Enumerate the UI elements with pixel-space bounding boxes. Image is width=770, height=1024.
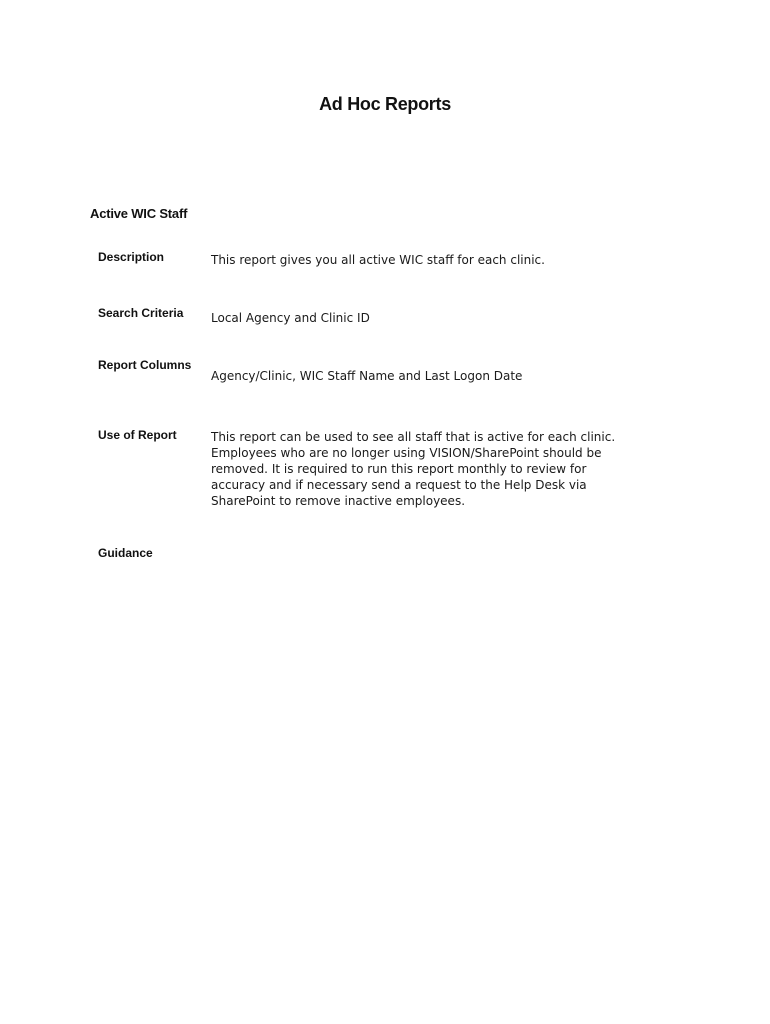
use-of-report-line: removed. It is required to run this report monthly to review for: [211, 462, 587, 476]
use-of-report-line: Employees who are no longer using VISION/SharePoint should be: [211, 446, 602, 460]
use-of-report-value: [211, 429, 651, 509]
use-of-report-line: This report can be used to see all staff that is active for each clinic.: [211, 430, 616, 444]
report-columns-label: Report Columns: [98, 358, 192, 372]
use-of-report-line: SharePoint to remove inactive employees.: [211, 494, 466, 508]
description-value: [211, 252, 651, 268]
use-of-report-line: accuracy and if necessary send a request to the Help Desk via: [211, 478, 587, 492]
guidance-label: Guidance: [98, 546, 153, 560]
section-title: Active WIC Staff: [90, 206, 188, 221]
description-text: This report gives you all active WIC staff for each clinic.: [211, 253, 545, 267]
report-columns-value: [211, 368, 651, 384]
page-title: Ad Hoc Reports: [319, 94, 451, 114]
description-label: Description: [98, 250, 165, 264]
report-columns-text: Agency/Clinic, WIC Staff Name and Last Logon Date: [211, 369, 523, 383]
search-criteria-label: Search Criteria: [98, 306, 184, 320]
search-criteria-value: [211, 310, 651, 326]
search-criteria-text: Local Agency and Clinic ID: [211, 311, 370, 325]
use-of-report-label: Use of Report: [98, 428, 177, 442]
